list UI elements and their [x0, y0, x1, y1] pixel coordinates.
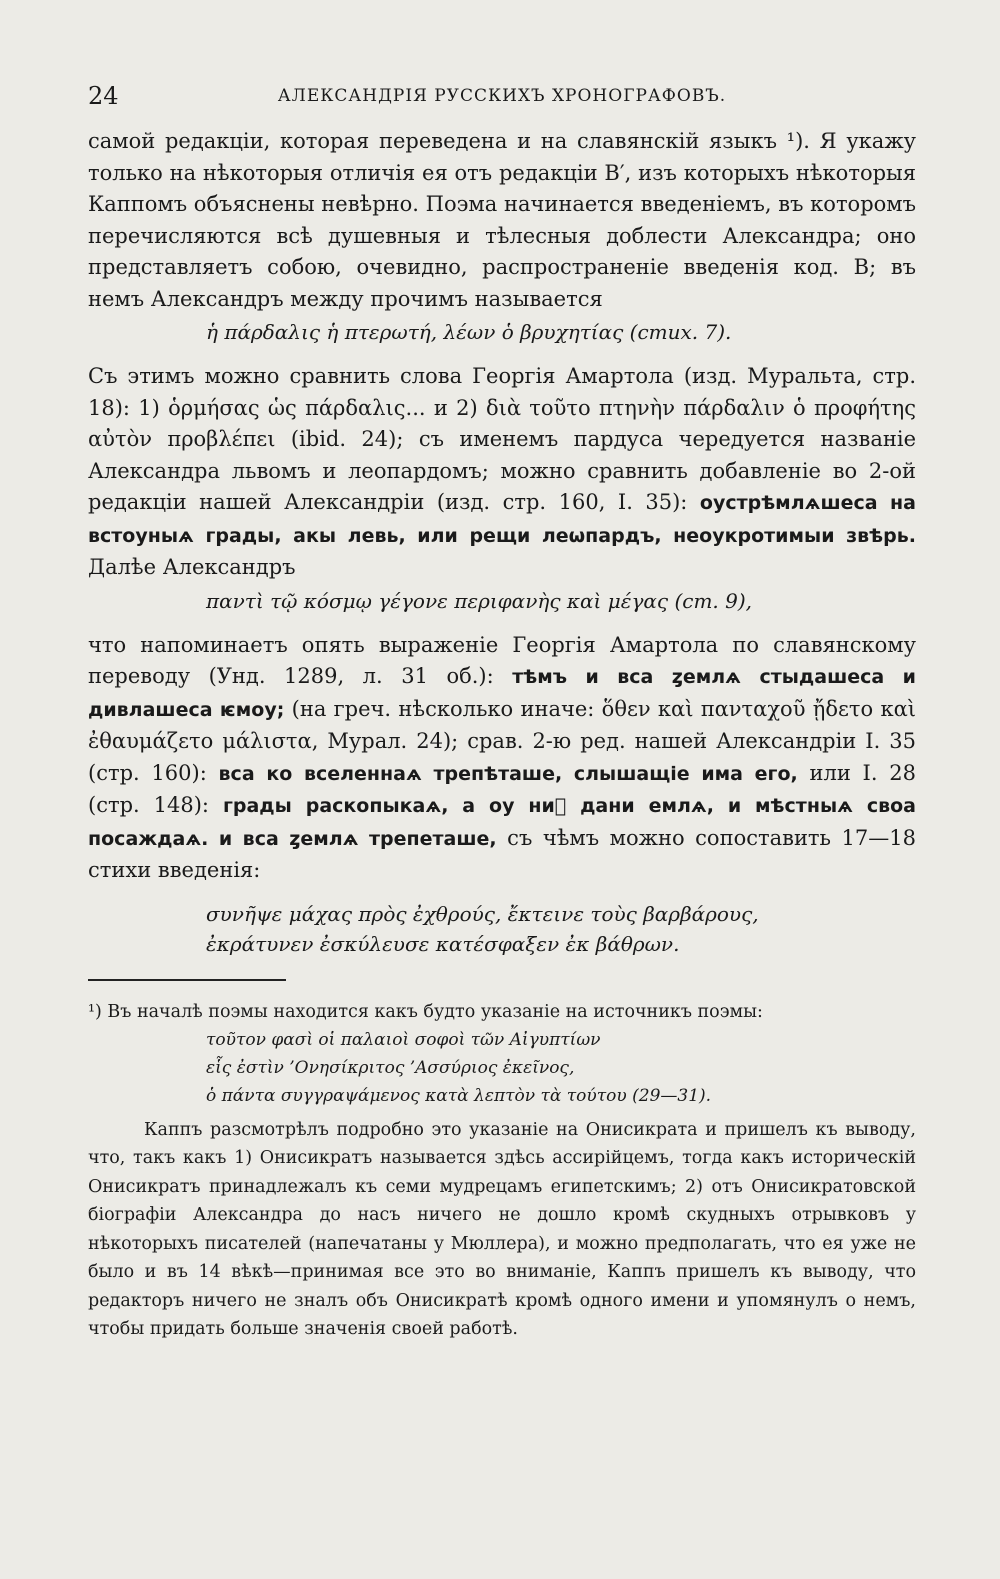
greek-verse-line-2: ἐκράτυνεν ἐσκύλευσε κατέσφαξεν ἐκ βάθρων. — [206, 931, 680, 956]
greek-quote-1: ἡ πάρδαλις ἡ πτερωτή, λέων ὁ βρυχητίας (стих. 7). — [206, 320, 732, 344]
paragraph-3 — [88, 630, 916, 887]
paragraph-3-text-a: что напоминаетъ опять выраженіе Георгія Амартола по славянскому переводу (Унд. 1289, л. 31 об.): — [88, 632, 916, 688]
greek-quote-2: παντὶ τῷ κόσμῳ γέγονε περιφανὴς καὶ μέγας (ст. 9), — [206, 588, 753, 613]
slavonic-quote-3: вса ко вселеннаѧ трепѣташе, слышащіе има его, — [218, 762, 798, 785]
running-title: АЛЕКСАНДРІЯ РУССКИХЪ ХРОНОГРАФОВЪ. — [277, 86, 727, 106]
main-text — [88, 126, 916, 1344]
paragraph-3-text-d: съ чѣмъ можно сопоставить 17—18 стихи введенія: — [88, 825, 916, 882]
slavonic-quote-4: грады раскопыкаѧ, а оу ниⷯ дани емлѧ, и мѣстныѧ своа посаждаѧ. и вса ȥемлѧ трепеташе, — [88, 795, 916, 850]
footnote-verse-3: ὁ πάντα συγγραψάμενος κατὰ λεπτὸν τὰ τούτου (29—31). — [206, 1085, 712, 1106]
footnote-paragraph: Каппъ разсмотрѣлъ подробно это указаніе на Онисикрата и пришелъ къ выводу, что, такъ какъ 1) Онисикратъ называется здѣсь ассирійцемъ, тогда какъ историческій Онисикратъ принадлежалъ къ семи мудрецамъ египетскимъ; 2) отъ Онисикратовской біографіи Александра до насъ ничего не дошло кромѣ скудныхъ отрывковъ у нѣкоторыхъ писателей (напечатаны у Мюллера), и можно предполагать, что ея уже не было и въ 14 вѣкѣ—принимая все это во вниманіе, Каппъ пришелъ къ выводу, что редакторъ ничего не зналъ объ Онисикратѣ кромѣ одного имени и упомянулъ о немъ, чтобы придать больше значенія своей работѣ. — [88, 1119, 916, 1339]
greek-verse-line-1: συνῆψε μάχας πρὸς ἐχθρούς, ἔκτεινε τοὺς βαρβάρους, — [206, 901, 759, 926]
paragraph-2 — [88, 361, 916, 584]
paragraph-3-text-b: (на греч. нѣсколько иначе: ὅθεν καὶ πανταχοῦ ᾔδετο καὶ ἐθαυμάζετο μάλιστα, Мурал. 24); срав. 2-ю ред. нашей Александріи I. 35 (стр. 160): — [88, 696, 916, 785]
page-header — [88, 82, 916, 112]
page-number: 24 — [88, 82, 119, 110]
footnote-separator — [88, 979, 286, 981]
paragraph-1: самой редакціи, которая переведена и на славянскій языкъ ¹). Я укажу только на нѣкоторыя отличія ея отъ редакціи В′, изъ которыхъ нѣкоторыя Каппомъ объяснены невѣрно. Поэма начинается введеніемъ, въ которомъ перечисляются всѣ душевныя и тѣлесныя доблести Александра; оно представляетъ собою, очевидно, распространеніе введенія код. В; въ немъ Александръ между прочимъ называется — [88, 129, 916, 311]
slavonic-quote-2: тѣмъ и вса ȥемлѧ стыдашеса и дивлашеса ѥмоу; — [88, 666, 916, 721]
footnote-verse-1: τοῦτον φασὶ οἱ παλαιοὶ σοφοὶ τῶν Αἰγυπτίων — [206, 1029, 601, 1050]
paragraph-2-text-b: Далѣе Александръ — [88, 555, 296, 579]
footnote-verse-2: εἷς ἐστὶν ’Ονησίκριτος ’Ασσύριος ἐκεῖνος, — [206, 1057, 575, 1078]
paragraph-3-text-c: или I. 28 (стр. 148): — [88, 760, 916, 817]
footnote-intro: ¹) Въ началѣ поэмы находится какъ будто указаніе на источникъ поэмы: — [88, 1001, 763, 1022]
paragraph-2-text-a: Съ этимъ можно сравнить слова Георгія Амартола (изд. Муральта, стр. 18): 1) ὁρμήσας ὡς πάρδαλις... и 2) διὰ τοῦτο πτηνὴν πάρδαλιν ὁ προφήτης αὐτὸν προβλέπει (ibid. 24); съ именемъ пардуса чередуется названіе Александра львомъ и леопардомъ; можно сравнить добавленіе во 2-ой редакціи нашей Александріи (изд. стр. 160, I. 35): — [88, 364, 916, 514]
slavonic-quote-1: оустрѣмлѧшеса на встоуныѧ грады, акы левь, или рещи леѡпардъ, неоукротимыи звѣрь. — [88, 492, 916, 547]
